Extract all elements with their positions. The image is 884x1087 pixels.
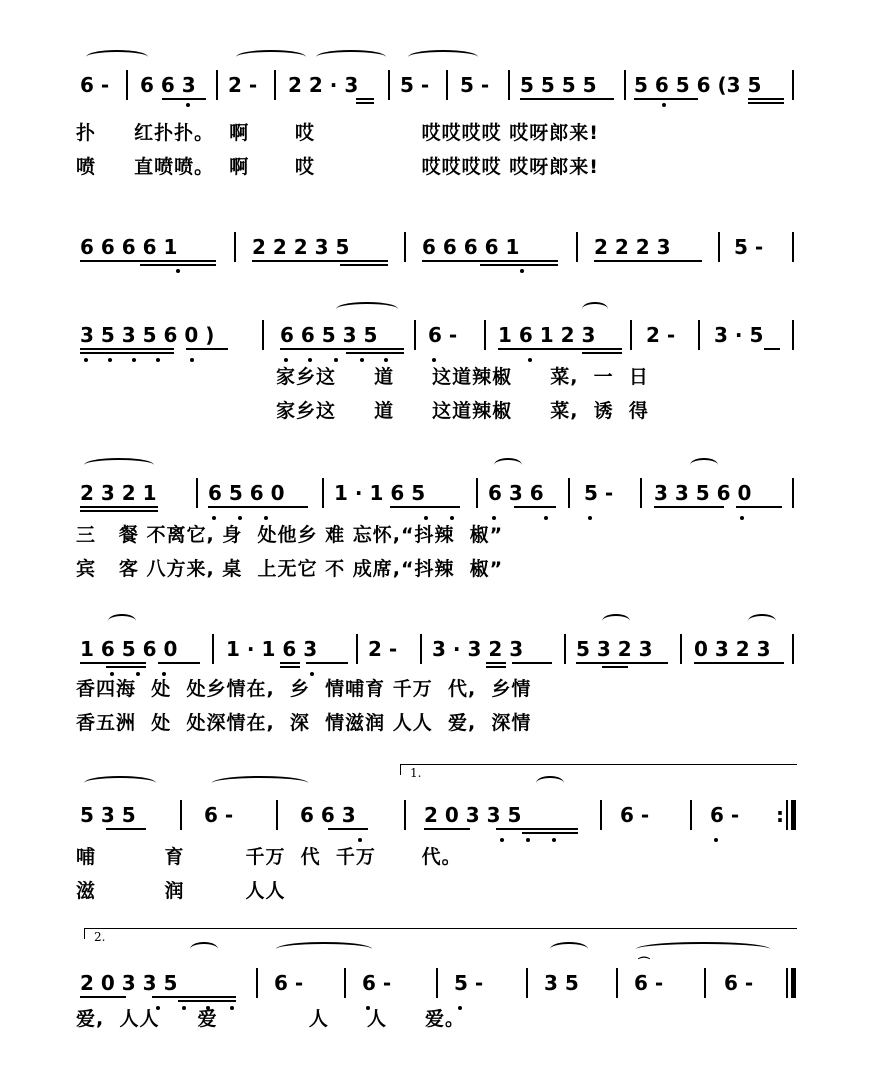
- notation: 5 5 5 5: [520, 73, 597, 97]
- notation: 1 6 1 2 3: [498, 323, 596, 347]
- fermata: ⌒: [638, 956, 651, 970]
- slur: [408, 50, 478, 64]
- barline: [234, 232, 236, 262]
- slur: [494, 458, 522, 472]
- notation: 5 -: [400, 73, 430, 97]
- score-line-2: [0, 222, 884, 282]
- barline: [704, 968, 706, 998]
- barline: [212, 634, 214, 664]
- barline: [792, 320, 794, 350]
- beam: [80, 260, 216, 262]
- slur: [236, 50, 306, 64]
- beam: [162, 98, 206, 100]
- beam: [306, 662, 348, 664]
- lyric-verse-2: 宾 客 八方来, 桌 上无它 不 成席,“抖辣 椒”: [76, 558, 504, 580]
- barline: [640, 478, 642, 508]
- lyric-verse-1: 爱, 人人 爱 人 人 爱。: [76, 1008, 466, 1030]
- score-line-1: [0, 60, 884, 120]
- barline: [256, 968, 258, 998]
- barline: [792, 634, 794, 664]
- notation: 6 6 6 6 1: [80, 235, 178, 259]
- beam: [520, 98, 614, 100]
- slur: [536, 776, 564, 790]
- lyric-verse-1: 香四海 处 处乡情在, 乡 情哺育 千万 代, 乡情: [76, 678, 532, 700]
- slur: [336, 302, 398, 316]
- beam: [252, 260, 388, 262]
- notation: 2 -: [228, 73, 258, 97]
- beam: [512, 662, 552, 664]
- barline: [786, 968, 788, 998]
- beam: [602, 666, 628, 668]
- lyric-verse-1: 家乡这 道 这道辣椒 菜, 一 日: [276, 366, 649, 388]
- slur: [84, 458, 154, 472]
- barline: [616, 968, 618, 998]
- notation: 5 -: [454, 971, 484, 995]
- slur: [602, 614, 630, 628]
- notation: 6 6 5 3 5: [280, 323, 378, 347]
- notation: 6 -: [274, 971, 304, 995]
- barline: [180, 800, 182, 830]
- barline: [484, 320, 486, 350]
- octave-dot: [544, 516, 548, 520]
- lyric-verse-1: 扑 红扑扑。 啊 哎 哎哎哎哎 哎呀郎来!: [76, 122, 599, 144]
- notation: 2 2 · 3: [288, 73, 359, 97]
- score-line-6: [0, 766, 884, 850]
- slur: [108, 614, 136, 628]
- notation: 1 6 5 6 0: [80, 637, 178, 661]
- barline: [274, 70, 276, 100]
- beam: [80, 506, 158, 508]
- notation: 6 3 6: [488, 481, 544, 505]
- notation: 2 2 2 3 5: [252, 235, 350, 259]
- notation: 2 0 3 3 5: [80, 971, 178, 995]
- beam: [106, 828, 146, 830]
- notation: 6 -: [724, 971, 754, 995]
- notation: 6 6 3: [300, 803, 356, 827]
- octave-dot: [108, 358, 112, 362]
- barline: [526, 968, 528, 998]
- beam: [158, 662, 200, 664]
- notation: 6 5 6 0: [208, 481, 285, 505]
- octave-dot: [662, 103, 666, 107]
- slur: [190, 942, 218, 956]
- barline: [436, 968, 438, 998]
- notation: 2 -: [646, 323, 676, 347]
- beam: [496, 828, 578, 830]
- barline: [276, 800, 278, 830]
- beam: [80, 510, 158, 512]
- notation: 2 2 2 3: [594, 235, 671, 259]
- octave-dot: [526, 838, 530, 842]
- beam: [694, 662, 784, 664]
- lyric-verse-2: 香五洲 处 处深情在, 深 情滋润 人人 爱, 深情: [76, 712, 532, 734]
- notation: 6 -: [80, 73, 110, 97]
- notation: 6 -: [204, 803, 234, 827]
- notation: 6 6 6 6 1: [422, 235, 520, 259]
- beam: [498, 348, 622, 350]
- beam: [178, 1000, 236, 1002]
- octave-dot: [500, 838, 504, 842]
- beam: [346, 352, 404, 354]
- score-line-4: [0, 468, 884, 528]
- lyric-verse-1: 哺 育 千万 代 千万 代。: [76, 846, 462, 868]
- beam: [748, 98, 784, 100]
- beam: [80, 352, 174, 354]
- beam: [328, 828, 368, 830]
- beam: [208, 506, 308, 508]
- barline: [630, 320, 632, 350]
- final-barline: [791, 968, 796, 998]
- notation: 2 3 2 1: [80, 481, 157, 505]
- octave-dot: [132, 358, 136, 362]
- slur: [550, 942, 588, 956]
- beam: [424, 828, 470, 830]
- beam: [186, 348, 228, 350]
- notation: 5 6 5 6 (3 5: [634, 73, 762, 97]
- notation: 6 6 3: [140, 73, 196, 97]
- barline: [356, 634, 358, 664]
- notation: 3 5: [544, 971, 579, 995]
- beam: [340, 264, 388, 266]
- lyric-verse-2: 喷 直喷喷。 啊 哎 哎哎哎哎 哎呀郎来!: [76, 156, 599, 178]
- volta-bracket-2: [84, 928, 797, 939]
- slur: [636, 942, 770, 956]
- barline: [792, 232, 794, 262]
- barline: [344, 968, 346, 998]
- beam: [576, 662, 668, 664]
- barline: [568, 478, 570, 508]
- barline: [404, 800, 406, 830]
- barline: [576, 232, 578, 262]
- barline: [216, 70, 218, 100]
- final-barline: [791, 800, 796, 830]
- barline: [196, 478, 198, 508]
- barline: [786, 800, 788, 830]
- notation: 5 3 2 3: [576, 637, 653, 661]
- barline: [388, 70, 390, 100]
- barline: [792, 70, 794, 100]
- notation: 3 · 3 2 3: [432, 637, 524, 661]
- barline: [698, 320, 700, 350]
- notation: 1 · 1 6 5: [334, 481, 426, 505]
- notation: 5 -: [734, 235, 764, 259]
- notation: 6 -: [710, 803, 740, 827]
- octave-dot: [714, 838, 718, 842]
- beam: [654, 506, 724, 508]
- barline: [600, 800, 602, 830]
- beam: [80, 348, 174, 350]
- beam: [422, 260, 558, 262]
- score-line-3: [0, 310, 884, 370]
- lyric-verse-1: 三 餐 不离它, 身 处他乡 难 忘怀,“抖辣 椒”: [76, 524, 504, 546]
- notation: 2 0 3 3 5: [424, 803, 522, 827]
- octave-dot: [186, 103, 190, 107]
- volta-bracket-1: [400, 764, 797, 775]
- octave-dot: [190, 358, 194, 362]
- beam: [748, 102, 784, 104]
- volta-label: 1.: [410, 766, 422, 780]
- barline: [476, 478, 478, 508]
- beam: [486, 666, 506, 668]
- notation: 5 3 5: [80, 803, 136, 827]
- notation: 3 3 5 6 0: [654, 481, 752, 505]
- beam: [280, 662, 300, 664]
- beam: [80, 996, 126, 998]
- barline: [564, 634, 566, 664]
- octave-dot: [520, 269, 524, 273]
- volta-label: 2.: [94, 930, 106, 944]
- slur: [690, 458, 718, 472]
- barline: [126, 70, 128, 100]
- barline: [322, 478, 324, 508]
- beam: [736, 506, 782, 508]
- notation: 5 -: [584, 481, 614, 505]
- beam: [356, 98, 374, 100]
- beam: [764, 348, 780, 350]
- notation: 2 -: [368, 637, 398, 661]
- barline: [420, 634, 422, 664]
- slur: [86, 50, 148, 64]
- slur: [582, 302, 608, 316]
- barline: [446, 70, 448, 100]
- beam: [152, 996, 236, 998]
- beam: [594, 260, 702, 262]
- notation: 6 -: [634, 971, 664, 995]
- beam: [390, 506, 460, 508]
- barline: [718, 232, 720, 262]
- slur: [212, 776, 308, 790]
- octave-dot: [176, 269, 180, 273]
- beam: [80, 662, 146, 664]
- beam: [514, 506, 556, 508]
- slur: [316, 50, 386, 64]
- beam: [140, 264, 216, 266]
- beam: [106, 666, 146, 668]
- beam: [480, 264, 558, 266]
- beam: [634, 98, 698, 100]
- beam: [280, 348, 404, 350]
- lyric-verse-2: 家乡这 道 这道辣椒 菜, 诱 得: [276, 400, 649, 422]
- barline: [404, 232, 406, 262]
- barline: [680, 634, 682, 664]
- octave-dot: [740, 516, 744, 520]
- beam: [486, 662, 506, 664]
- octave-dot: [84, 358, 88, 362]
- beam: [356, 102, 374, 104]
- repeat-sign: :: [776, 803, 784, 827]
- notation: 6 -: [362, 971, 392, 995]
- lyric-verse-2: 滋 润 人人: [76, 880, 286, 902]
- barline: [414, 320, 416, 350]
- beam: [522, 832, 578, 834]
- octave-dot: [552, 838, 556, 842]
- notation: 3 · 5: [714, 323, 764, 347]
- slur: [84, 776, 156, 790]
- beam: [280, 666, 300, 668]
- barline: [792, 478, 794, 508]
- beam: [582, 352, 622, 354]
- octave-dot: [156, 358, 160, 362]
- notation: 3 5 3 5 6 0 ): [80, 323, 215, 347]
- notation: 6 -: [620, 803, 650, 827]
- barline: [624, 70, 626, 100]
- notation: 0 3 2 3: [694, 637, 771, 661]
- octave-dot: [588, 516, 592, 520]
- notation: 1 · 1 6 3: [226, 637, 318, 661]
- notation: 5 -: [460, 73, 490, 97]
- notation: 6 -: [428, 323, 458, 347]
- slur: [748, 614, 776, 628]
- barline: [262, 320, 264, 350]
- barline: [508, 70, 510, 100]
- slur: [276, 942, 372, 956]
- barline: [690, 800, 692, 830]
